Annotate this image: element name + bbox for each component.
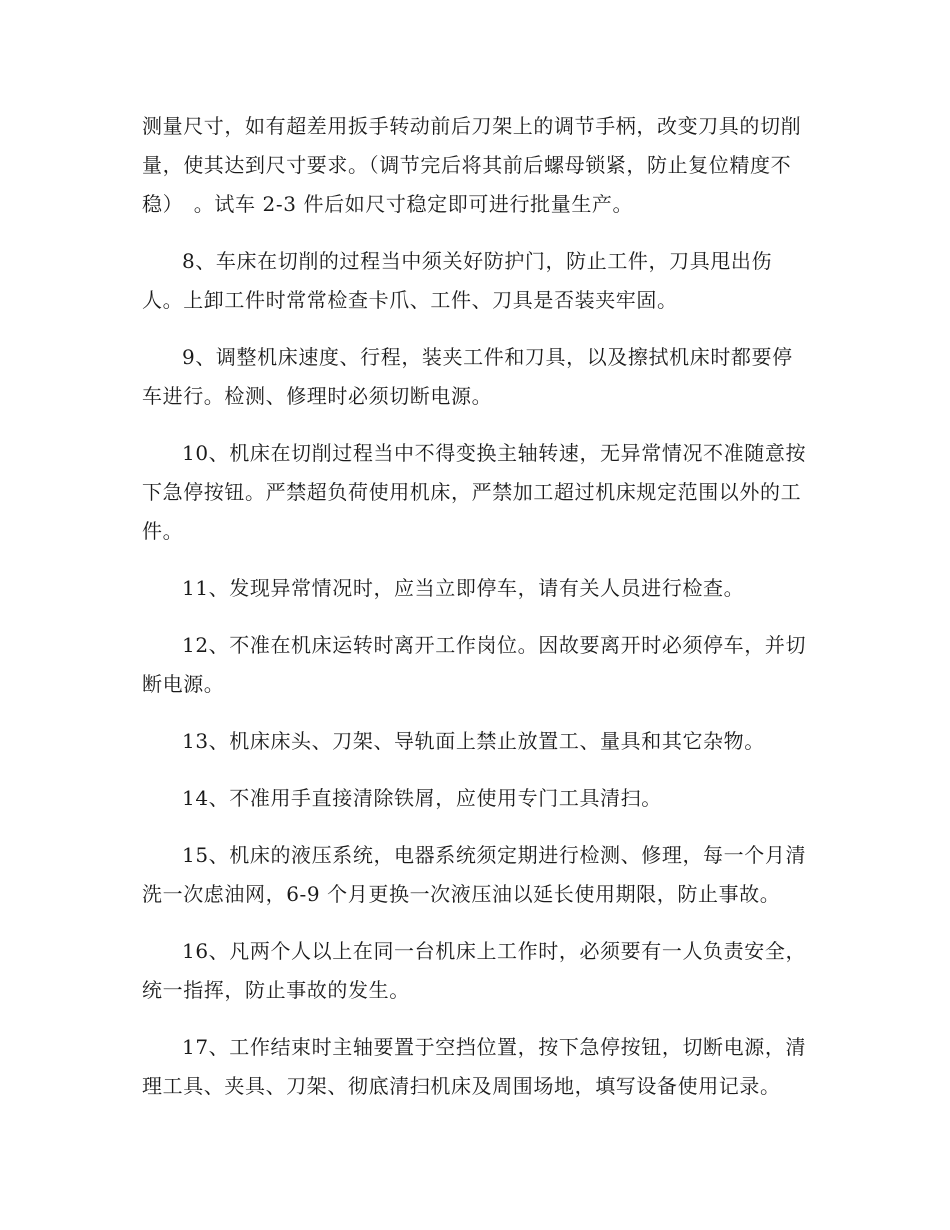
document-page <box>142 107 810 1124</box>
paragraph-item-12: 12、不准在机床运转时离开工作岗位。因故要离开时必须停车，并切断电源。 <box>142 633 807 696</box>
paragraph-item-8: 8、车床在切削的过程当中须关好防护门，防止工件，刀具甩出伤人。上卸工件时常常检查卡爪、工件、刀具是否装夹牢固。 <box>142 249 773 312</box>
paragraph-item-9: 9、调整机床速度、行程，装夹工件和刀具，以及擦拭机床时都要停车进行。检测、修理时必须切断电源。 <box>142 345 793 408</box>
paragraph-item-15: 15、机床的液压系统，电器系统须定期进行检测、修理，每一个月清洗一次虑油网，6-9 个月更换一次液压油以延长使用期限，防止事故。 <box>142 843 807 906</box>
paragraph-item-11: 11、发现异常情况时，应当立即停车，请有关人员进行检查。 <box>182 576 745 600</box>
paragraph-item-17: 17、工作结束时主轴要置于空挡位置，按下急停按钮，切断电源，清理工具、夹具、刀架、彻底清扫机床及周围场地，填写设备使用记录。 <box>142 1035 807 1098</box>
paragraph-item-13: 13、机床床头、刀架、导轨面上禁止放置工、量具和其它杂物。 <box>182 729 765 753</box>
paragraph-item-16: 16、凡两个人以上在同一台机床上工作时，必须要有一人负责安全，统一指挥，防止事故的发生。 <box>142 939 807 1002</box>
paragraph-item-10: 10、机床在切削过程当中不得变换主轴转速，无异常情况不准随意按下急停按钮。严禁超负荷使用机床，严禁加工超过机床规定范围以外的工件。 <box>142 441 807 543</box>
paragraph-continuation: 测量尺寸，如有超差用扳手转动前后刀架上的调节手柄，改变刀具的切削量，使其达到尺寸要求。（调节完后将其前后螺母锁紧，防止复位精度不稳） 。试车 2-3 件后如尺寸稳定即可进行批量生产。 <box>142 114 802 216</box>
paragraph-item-14: 14、不准用手直接清除铁屑，应使用专门工具清扫。 <box>182 786 662 810</box>
